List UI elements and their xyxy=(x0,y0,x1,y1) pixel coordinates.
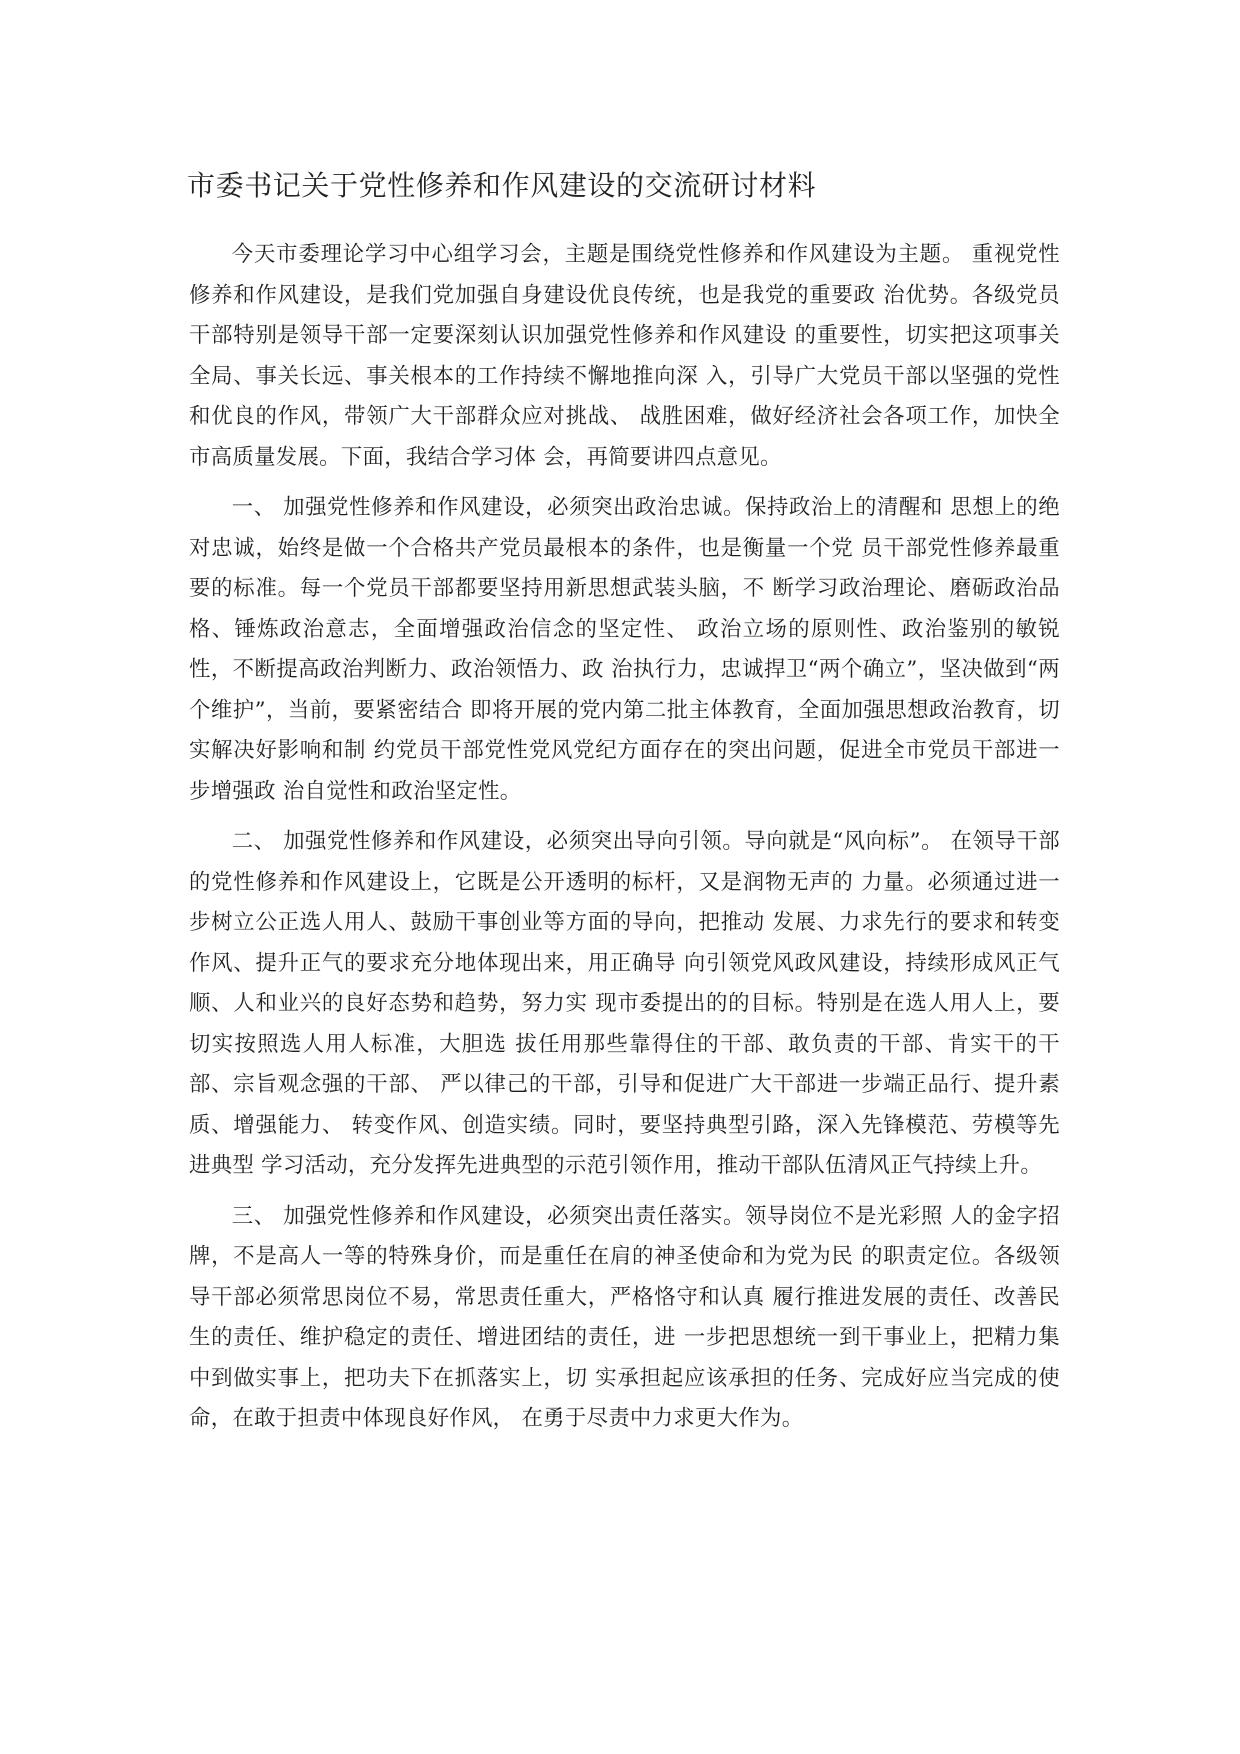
paragraph-intro: 今天市委理论学习中心组学习会，主题是围绕党性修养和作风建设为主题。 重视党性修养和作风建设，是我们党加强自身建设优良传统，也是我党的重要政 治优势。各级党员干部特别是领导干部一定要深刻认识加强党性修养和作风建设 的重要性，切实把这项事关全局、事关长远、事关根本的工作持续不懈地推向深 入，引导广大党员干部以坚强的党性和优良的作风，带领广大干部群众应对挑战、 战胜困难，做好经济社会各项工作，加快全市高质量发展。下面，我结合学习体 会，再简要讲四点意见。 xyxy=(189,242,1060,470)
paragraph-section-1: 一、 加强党性修养和作风建设，必须突出政治忠诚。保持政治上的清醒和 思想上的绝对忠诚，始终是做一个合格共产党员最根本的条件，也是衡量一个党 员干部党性修养最重要的标准。每一个党员干部都要坚持用新思想武装头脑，不 断学习政治理论、磨砺政治品格、锤炼政治意志，全面增强政治信念的坚定性、 政治立场的原则性、政治鉴别的敏锐性，不断提高政治判断力、政治领悟力、政 治执行力，忠诚捍卫“两个确立”，坚决做到“两个维护”，当前，要紧密结合 即将开展的党内第二批主体教育，全面加强思想政治教育，切实解决好影响和制 约党员干部党性党风党纪方面存在的突出问题，促进全市党员干部进一步增强政 治自觉性和政治坚定性。 xyxy=(189,495,1060,804)
paragraph-section-3: 三、 加强党性修养和作风建设，必须突出责任落实。领导岗位不是光彩照 人的金字招牌，不是高人一等的特殊身价，而是重任在肩的神圣使命和为党为民 的职责定位。各级领导干部必须常思岗位不易，常思责任重大，严格恪守和认真 履行推进发展的责任、改善民生的责任、维护稳定的责任、增进团结的责任，进 一步把思想统一到干事业上，把精力集中到做实事上，把功夫下在抓落实上，切 实承担起应该承担的任务、完成好应当完成的使命，在敢于担责中体现良好作风， 在勇于尽责中力求更大作为。 xyxy=(189,1203,1060,1431)
document-title: 市委书记关于党性修养和作风建设的交流研讨材料 xyxy=(187,169,817,202)
paragraph-section-2: 二、 加强党性修养和作风建设，必须突出导向引领。导向就是“风向标”。 在领导干部的党性修养和作风建设上，它既是公开透明的标杆，又是润物无声的 力量。必须通过进一步树立公正选人用人、鼓励干事创业等方面的导向，把推动 发展、力求先行的要求和转变作风、提升正气的要求充分地体现出来，用正确导 向引领党风政风建设，持续形成风正气顺、人和业兴的良好态势和趋势，努力实 现市委提出的的目标。特别是在选人用人上，要切实按照选人用人标准，大胆选 拔任用那些靠得住的干部、敢负责的干部、肯实干的干部、宗旨观念强的干部、 严以律己的干部，引导和促进广大干部进一步端正品行、提升素质、增强能力、 转变作风、创造实绩。同时，要坚持典型引路，深入先锋模范、劳模等先进典型 学习活动，充分发挥先进典型的示范引领作用，推动干部队伍清风正气持续上升。 xyxy=(189,829,1060,1178)
document-body xyxy=(189,235,1060,1450)
